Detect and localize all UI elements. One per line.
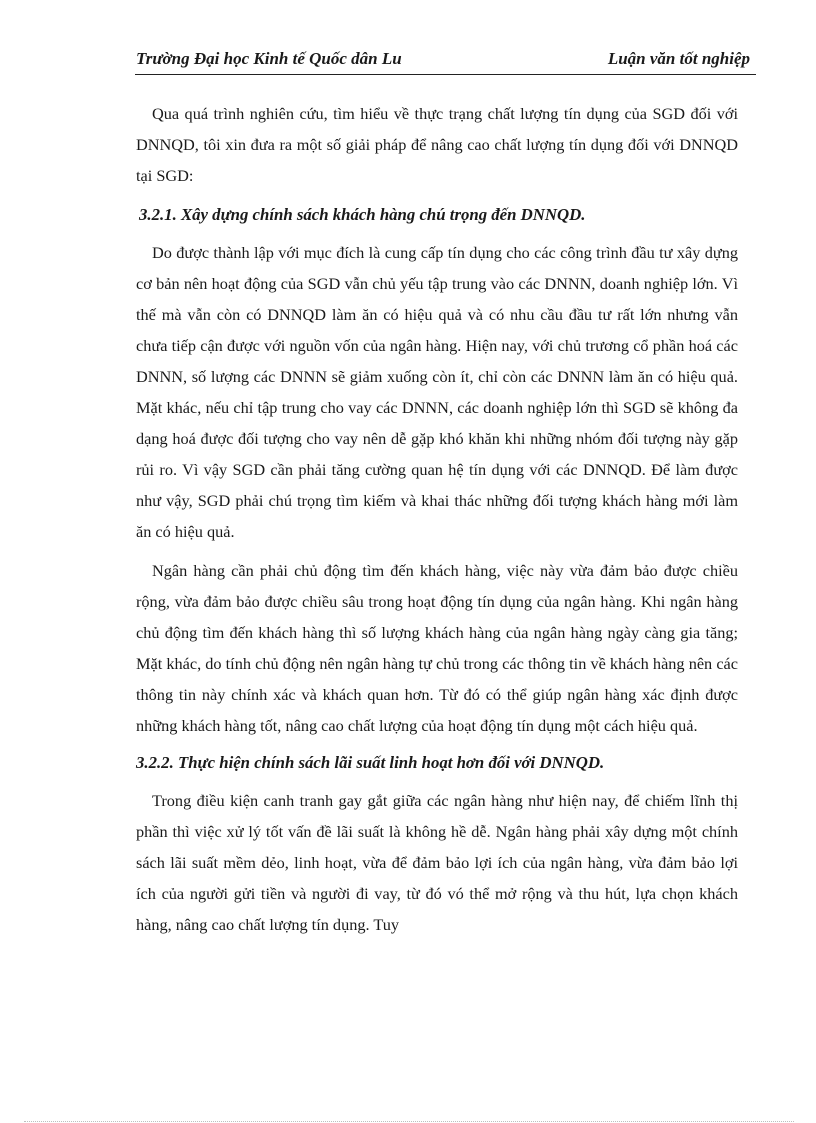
page-bottom-divider: [24, 1121, 794, 1122]
header-document-type: Luận văn tốt nghiệp: [607, 49, 750, 68]
intro-paragraph: Qua quá trình nghiên cứu, tìm hiểu về thực trạng chất lượng tín dụng của SGD đối với DNNQD, tôi xin đưa ra một số giải pháp để nâng cao chất lượng tín dụng đối với DNNQD tại SGD:: [136, 104, 738, 185]
section-heading-3-2-2: 3.2.2. Thực hiện chính sách lãi suất linh hoạt hơn đối với DNNQD.: [136, 753, 605, 772]
section-heading-3-2-1: 3.2.1. Xây dựng chính sách khách hàng chú trọng đến DNNQD.: [139, 205, 586, 224]
page-body: [136, 98, 738, 940]
header-school-name: Trường Đại học Kinh tế Quốc dân Lu: [136, 49, 402, 68]
page-header: [135, 44, 756, 75]
section1-paragraph-1: Do được thành lập với mục đích là cung cấp tín dụng cho các công trình đầu tư xây dựng cơ bản nên hoạt động của SGD vẫn chủ yếu tập trung vào các DNNN, doanh nghiệp lớn. Vì thế mà vẫn còn có DNNQD làm ăn có hiệu quả và có nhu cầu đầu tư rất lớn nhưng vẫn chưa tiếp cận được với nguồn vốn của ngân hàng. Hiện nay, với chủ trương cổ phần hoá các DNNN, số lượng các DNNN sẽ giảm xuống còn ít, chỉ còn các DNNN làm ăn có hiệu quả. Mặt khác, nếu chỉ tập trung cho vay các DNNN, các doanh nghiệp lớn thì SGD sẽ không đa dạng hoá được đối tượng cho vay nên dễ gặp khó khăn khi những nhóm đối tượng này gặp rủi ro. Vì vậy SGD cần phải tăng cường quan hệ tín dụng với các DNNQD. Để làm được như vậy, SGD phải chú trọng tìm kiếm và khai thác những đối tượng khách hàng mới làm ăn có hiệu quả.: [136, 243, 738, 541]
section1-paragraph-2: Ngân hàng cần phải chủ động tìm đến khách hàng, việc này vừa đảm bảo được chiều rộng, vừa đảm bảo được chiều sâu trong hoạt động tín dụng của ngân hàng. Khi ngân hàng chủ động tìm đến khách hàng thì số lượng khách hàng của ngân hàng ngày càng gia tăng; Mặt khác, do tính chủ động nên ngân hàng tự chủ trong các thông tin về khách hàng nên các thông tin này chính xác và khách quan hơn. Từ đó có thể giúp ngân hàng xác định được những khách hàng tốt, nâng cao chất lượng của hoạt động tín dụng một cách hiệu quả.: [136, 561, 738, 735]
section2-paragraph-1: Trong điều kiện canh tranh gay gắt giữa các ngân hàng như hiện nay, để chiếm lĩnh thị phần thì việc xử lý tốt vấn đề lãi suất là không hề dễ. Ngân hàng phải xây dựng một chính sách lãi suất mềm dẻo, linh hoạt, vừa để đảm bảo lợi ích của ngân hàng, vừa đảm bảo lợi ích của người gửi tiền và người đi vay, từ đó vó thể mở rộng và thu hút, lựa chọn khách hàng, nâng cao chất lượng tín dụng. Tuy: [136, 791, 738, 934]
